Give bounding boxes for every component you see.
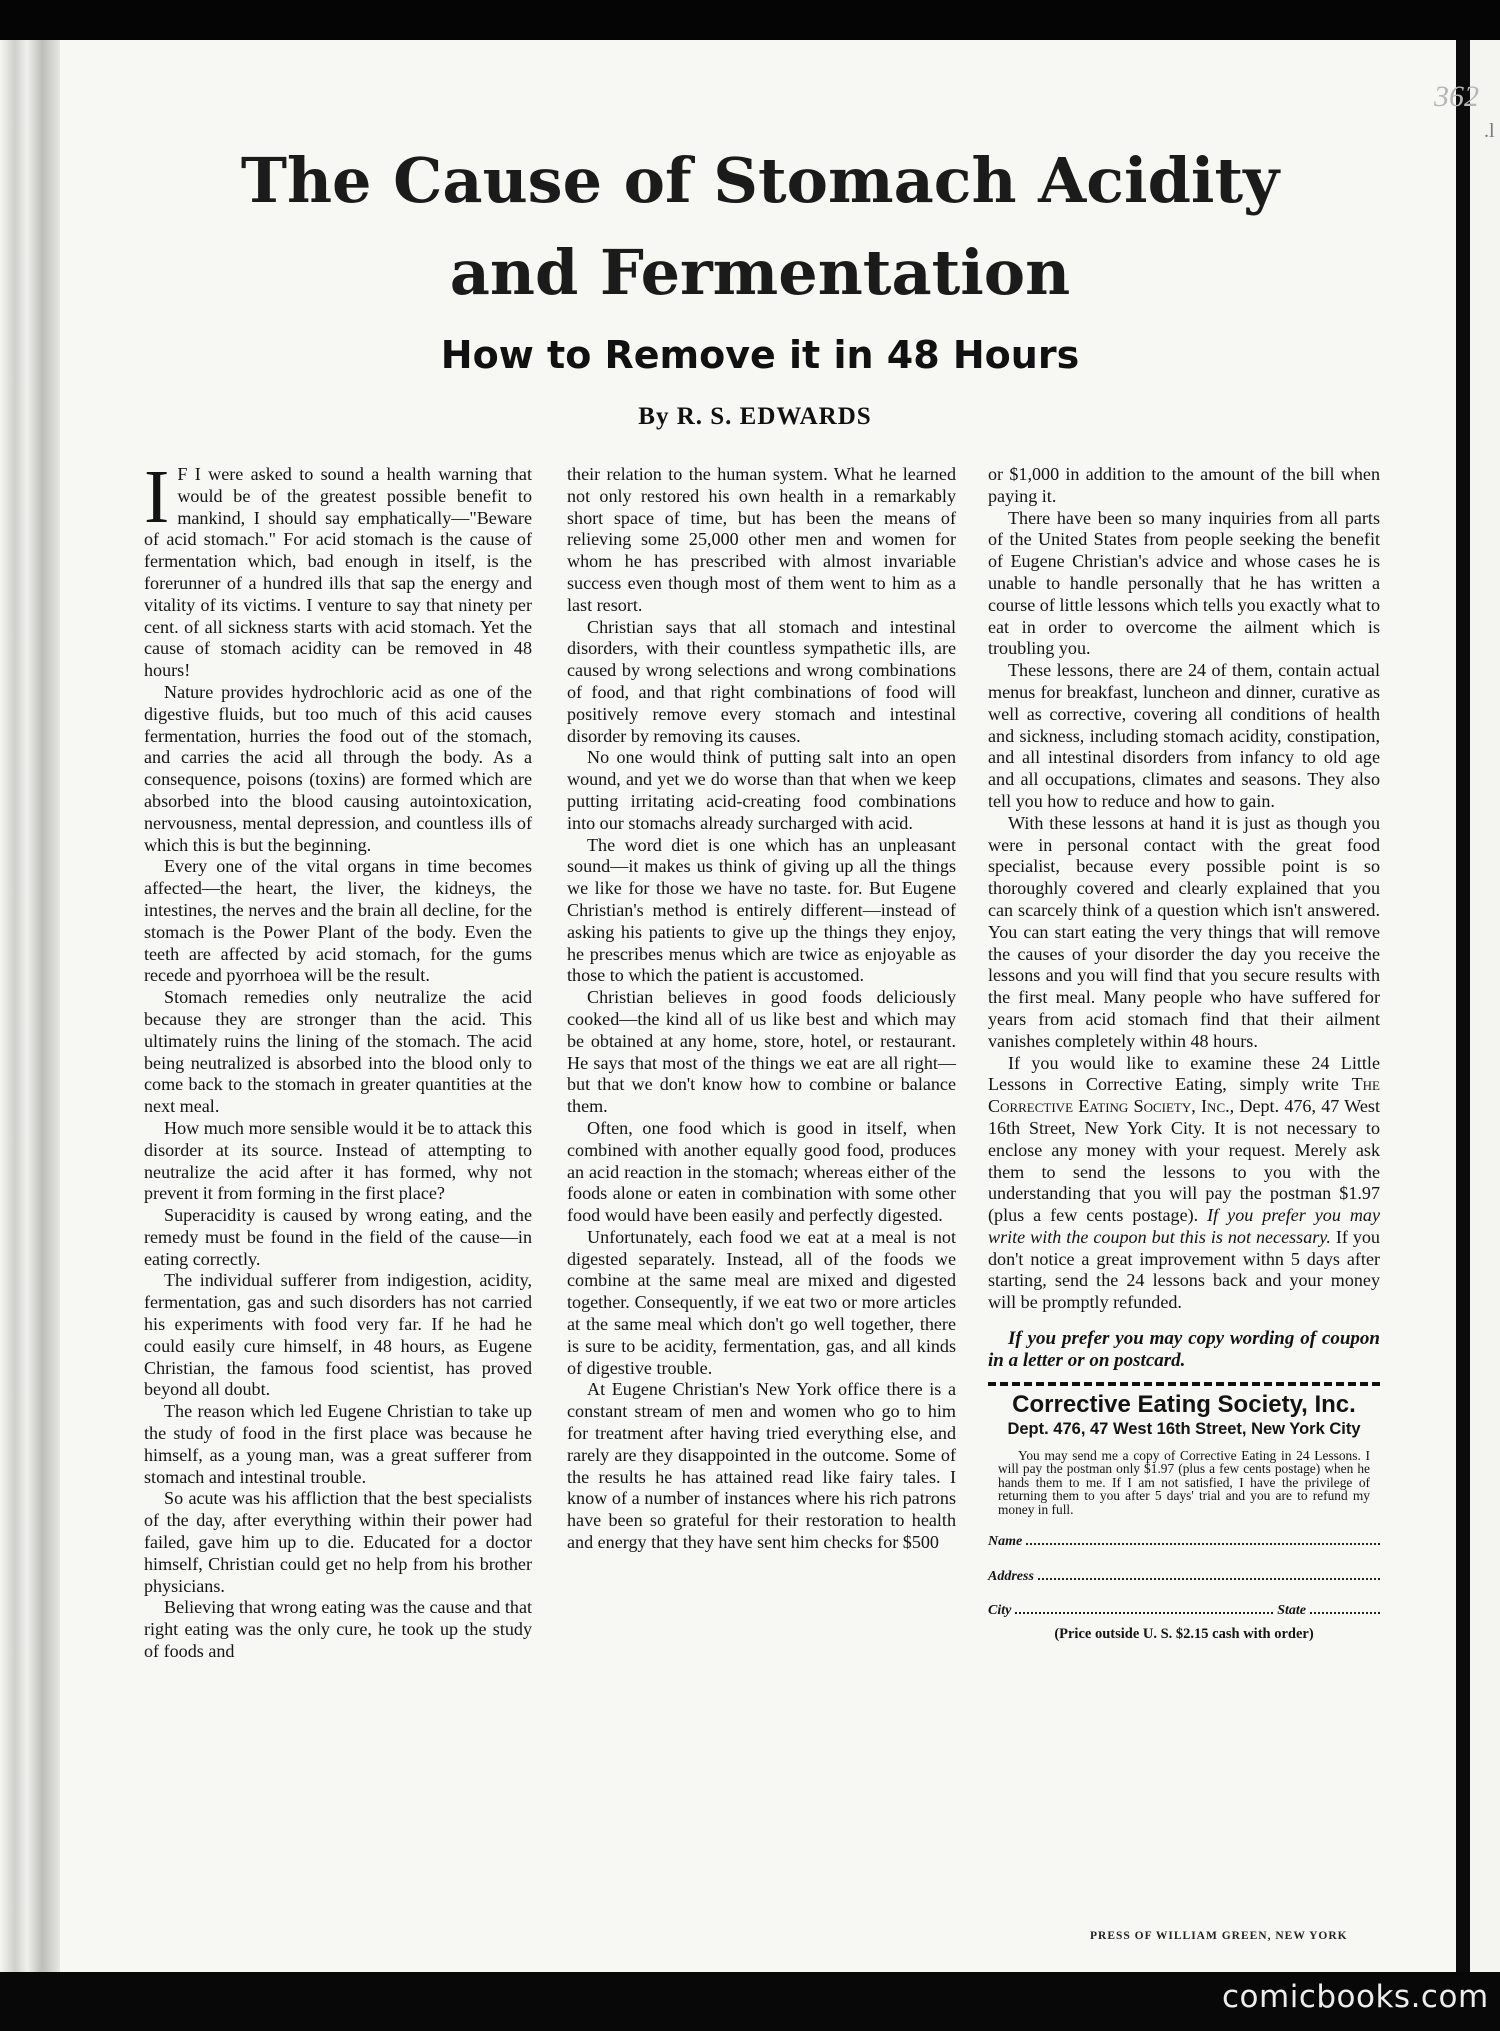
paragraph: I F I were asked to sound a health warning that would be of the greatest possible benefit to mankind, I should say emphatically—"Beware of acid stomach." For acid stomach is the cause of fermentation which, bad enough in itself, is the forerunner of a hundred ills that sap the energy and vitality of its victims. I venture to say that ninety per cent. of all sickness starts with acid stomach. Yet the cause of stomach acidity can be removed in 48 hours! — [144, 455, 532, 681]
article-subtitle: How to Remove it in 48 Hours — [440, 333, 1080, 377]
paragraph: Christian says that all stomach and intestinal disorders, with their countless sympathetic ills, are caused by wrong selections and wrong combinations of food, and that right combinations of food will positively remove every stomach and intestinal disorder by removing its causes. — [567, 616, 956, 746]
paragraph: So acute was his affliction that the best specialists of the day, after everything within their power had failed, gave him up to die. Educated for a doctor himself, Christian could get no help from his brother physicians. — [144, 1488, 532, 1596]
paragraph: How much more sensible would it be to attack this disorder at its source. Instead of attempting to neutralize the acid after it has formed, why not prevent it from forming in the first place? — [144, 1117, 532, 1204]
coupon-instruction: If you prefer you may copy wording of coupon in a letter or on postcard. — [988, 1328, 1380, 1372]
title-line-1: The Cause of Stomach Acidity — [240, 144, 1280, 217]
paragraph: or $1,000 in addition to the amount of the bill when paying it. — [988, 464, 1380, 506]
name-line[interactable] — [1026, 1533, 1380, 1545]
article-byline: By R. S. EDWARDS — [638, 403, 872, 430]
address-label: Address — [988, 1569, 1034, 1585]
drop-cap: I — [144, 455, 170, 539]
state-label: State — [1277, 1603, 1306, 1619]
title-line-2: and Fermentation — [449, 236, 1071, 309]
paragraph: These lessons, there are 24 of them, contain actual menus for breakfast, luncheon and dinner, curative as well as corrective, covering all conditions of health and sickness, including stomach acidity, constipation, and all intestinal disorders from infancy to old age and all occupations, climates and seasons. They also tell you how to reduce and how to gain. — [988, 660, 1380, 811]
paragraph: There have been so many inquiries from all parts of the United States from people seeking the benefit of Eugene Christian's advice and whose cases he is unable to handle personally that he has written a course of little lessons which tells you exactly what to eat in order to overcome the ailment which is troubling you. — [988, 507, 1380, 659]
text-column-2 — [567, 464, 956, 1554]
address-line[interactable] — [1038, 1568, 1380, 1580]
city-line[interactable] — [1015, 1602, 1273, 1614]
paragraph: The word diet is one which has an unpleasant sound—it makes us think of giving up all the things we like for those we have no taste. for. But Eugene Christian's method is entirely different—instead of asking his patients to give up the things they enjoy, he prescribes menus which are twice as enjoyable as those to which the patient is accustomed. — [567, 834, 956, 986]
paragraph: The reason which led Eugene Christian to take up the study of food in the first place was because he himself, as a young man, was a great sufferer from stomach and intestinal trouble. — [144, 1401, 532, 1487]
site-watermark: comicbooks.com — [1222, 1979, 1489, 2015]
paragraph: No one would think of putting salt into an open wound, and yet we do worse than that when we keep putting irritating acid-creating food combinations into our stomachs already surcharged with acid. — [567, 747, 956, 833]
coupon-company: Corrective Eating Society, Inc. — [1012, 1391, 1356, 1419]
city-label: City — [988, 1603, 1012, 1619]
company-name: The Corrective Eating Society, Inc. — [988, 1074, 1380, 1117]
handwritten-page-mark: 362 — [1434, 80, 1479, 113]
paragraph: With these lessons at hand it is just as though you were in personal contact with the great food specialist, because every possible point is so thoroughly covered and clearly explained that you can scarcely think of a question which isn't answered. You can start eating the very things that will remove the causes of your disorder the day you receive the lessons and you will find that you secure results with the first meal. Many people who have suffered for years from acid stomach find that their ailment vanishes completely within 48 hours. — [988, 812, 1380, 1051]
paragraph: The individual sufferer from indigestion, acidity, fermentation, gas and such disorders has not carried his experiments with food very far. If he had he could easily cure himself, in 48 hours, as Eugene Christian, the famous food scientist, has proved beyond all doubt. — [144, 1270, 532, 1400]
edge-mark: .l — [1484, 120, 1495, 142]
paragraph: Superacidity is caused by wrong eating, and the remedy must be found in the field of the cause—in eating correctly. — [144, 1205, 532, 1269]
page-right-margin — [1470, 40, 1500, 1975]
order-coupon[interactable] — [988, 1382, 1380, 1646]
printer-imprint: PRESS OF WILLIAM GREEN, NEW YORK — [1090, 1930, 1348, 1942]
paragraph: Every one of the vital organs in time becomes affected—the heart, the liver, the kidneys, the intestines, the nerves and the brain all decline, for the stomach is the Power Plant of the body. Even the teeth are affected by acid stomach, for the gums recede and pyorrhoea will be the result. — [144, 856, 532, 986]
paragraph: their relation to the human system. What he learned not only restored his own health in a remarkably short space of time, but has been the means of relieving some 25,000 other men and women for whom he has prescribed with almost invariable success even though most of them went to him as a last resort. — [567, 464, 956, 615]
price-note: (Price outside U. S. $2.15 cash with order) — [1054, 1626, 1314, 1643]
article-title — [160, 135, 1360, 319]
paragraph: Stomach remedies only neutralize the acid because they are stronger than the acid. This ultimately ruins the lining of the stomach. The acid being neutralized is absorbed into the blood only to come back to the stomach in greater quantities at the next meal. — [144, 987, 532, 1117]
state-line[interactable] — [1310, 1602, 1380, 1614]
text-column-3 — [988, 464, 1380, 1646]
name-field[interactable] — [988, 1531, 1380, 1553]
paragraph: Often, one food which is good in itself, when combined with another equally good food, produces an acid reaction in the stomach; whereas either of the foods alone or eaten in combination with some other food would have been easily and perfectly digested. — [567, 1117, 956, 1226]
paragraph: Christian believes in good foods deliciously cooked—the kind all of us like best and which may be obtained at any home, store, hotel, or restaurant. He says that most of the things we eat are all right—but that we don't know how to combine or balance them. — [567, 987, 956, 1117]
paragraph: Unfortunately, each food we eat at a meal is not digested separately. Instead, all of the foods we combine at the same meal are mixed and digested together. Consequently, if we eat two or more articles at the same meal which don't go well together, there is sure to be acidity, fermentation, gas, and all kinds of digestive trouble. — [567, 1226, 956, 1378]
city-state-field[interactable] — [988, 1600, 1380, 1622]
paragraph: At Eugene Christian's New York office there is a constant stream of men and women who go to him for treatment after having tried everything else, and rarely are they disappointed in the outcome. Some of the results he has attained read like fairy tales. I know of a number of instances where his rich patrons have been so grateful for their restoration to health and energy that they have sent him checks for $500 — [567, 1379, 956, 1553]
paragraph: If you would like to examine these 24 Little Lessons in Corrective Eating, simply write The Corrective Eating Society, Inc., Dept. 476, 47 West 16th Street, New York City. It is not necessary to enclose any money with your request. Merely ask them to send the lessons to you with the understanding that you will pay the postman $1.97 (plus a few cents postage). If you prefer you may write with the coupon but this is not necessary. If you don't notice a great improvement withn 5 days after starting, send the 24 lessons back and your money will be promptly refunded. — [988, 1052, 1380, 1313]
coupon-body: You may send me a copy of Corrective Eating in 24 Lessons. I will pay the postman only $1.97 (plus a few cents postage) when he hands them to me. If I am not satisfied, I have the privilege of returning them to you after 5 days' trial and you are to refund my money in full. — [998, 1447, 1370, 1518]
paragraph: Believing that wrong eating was the cause and that right eating was the only cure, he took up the study of foods and — [144, 1597, 532, 1662]
address-field[interactable] — [988, 1566, 1380, 1588]
scan-right-border — [1456, 40, 1470, 1975]
coupon-optional-note: If you prefer you may write with the coupon but this is not necessary. — [988, 1205, 1380, 1247]
coupon-address: Dept. 476, 47 West 16th Street, New York City — [1007, 1419, 1361, 1438]
book-spine — [0, 40, 60, 1980]
text-column-1 — [144, 455, 532, 1663]
name-label: Name — [988, 1533, 1023, 1549]
paragraph: Nature provides hydrochloric acid as one of the digestive fluids, but too much of this acid causes fermentation, hurries the food out of the stomach, and carries the acid all through the body. As a consequence, poisons (toxins) are formed which are absorbed into the blood causing autointoxication, nervousness, mental depression, and countless ills of which this is but the beginning. — [144, 681, 532, 855]
